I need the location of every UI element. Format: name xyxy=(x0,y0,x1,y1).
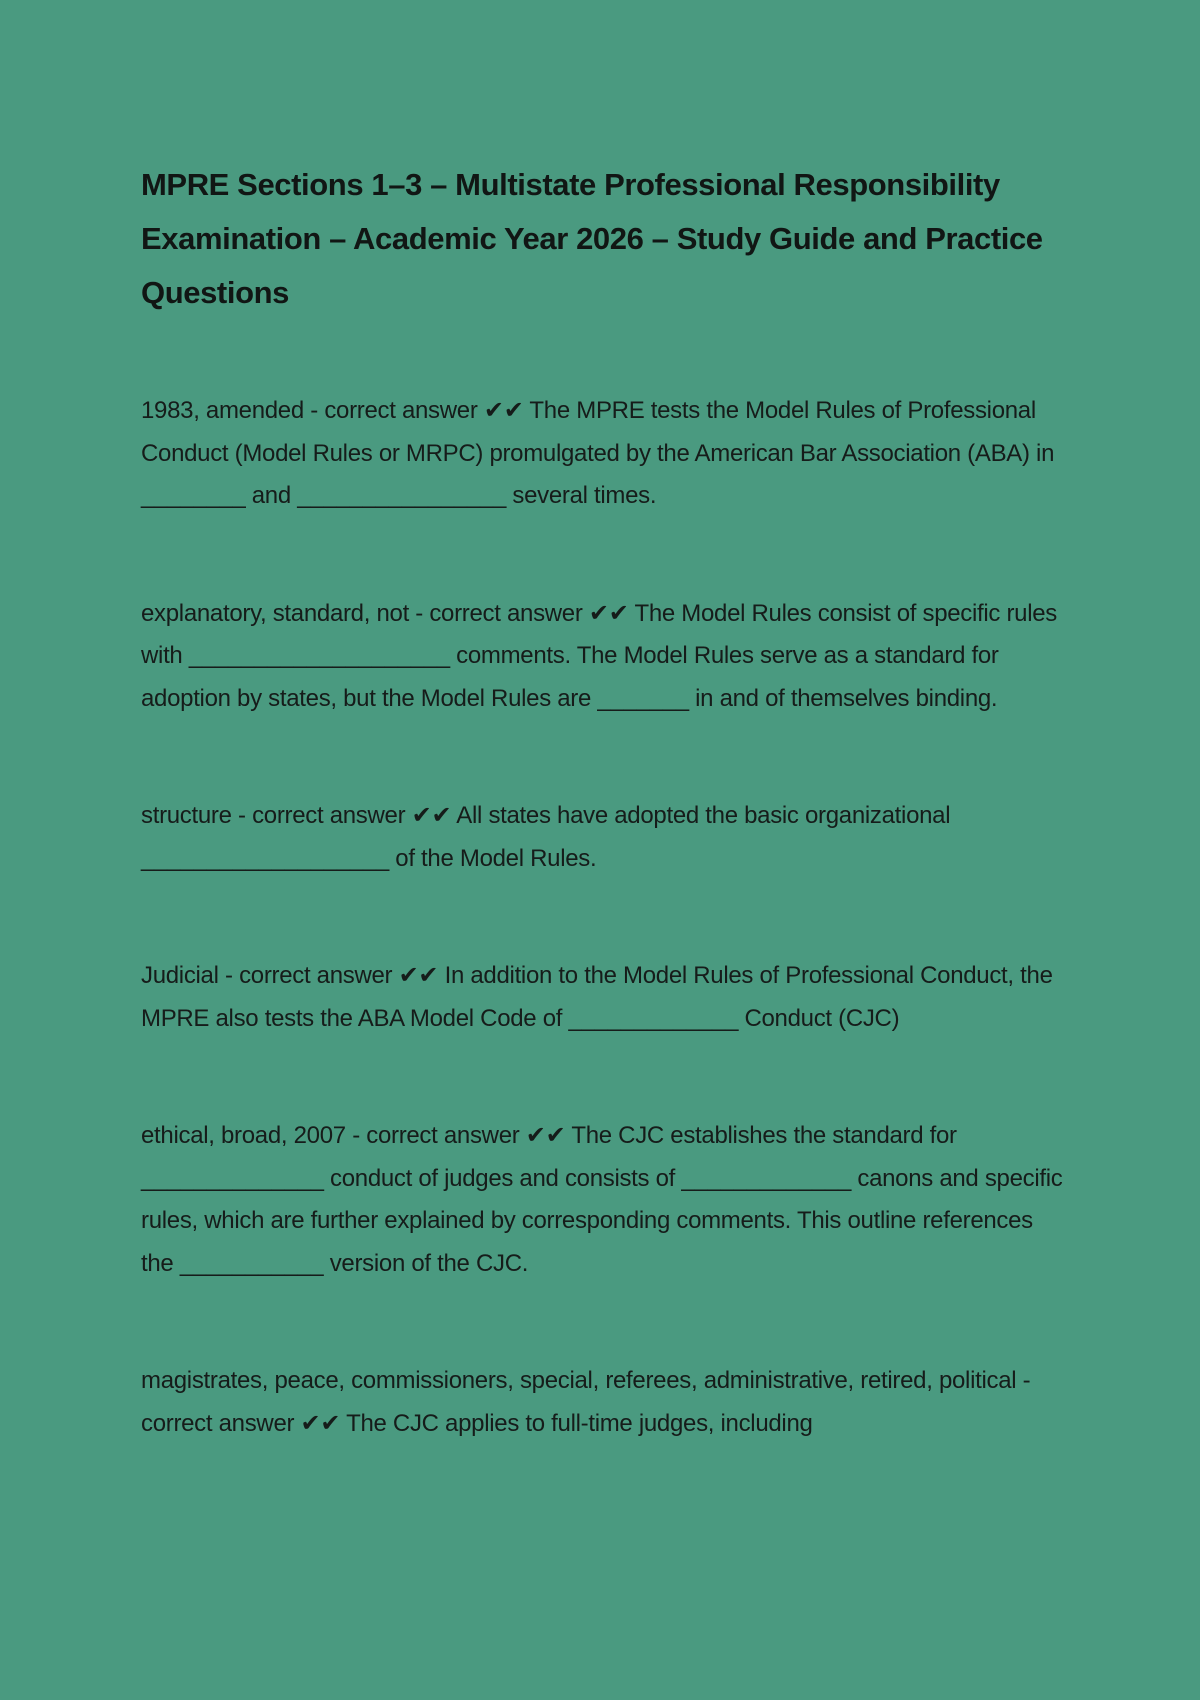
qa-entry-4: Judicial - correct answer ✔✔ In addition to the Model Rules of Professional Conduct, the MPRE also tests the ABA Model Code of _____________ Conduct (CJC) xyxy=(141,962,1053,1032)
qa-entry-6: magistrates, peace, commissioners, special, referees, administrative, retired, political - correct answer ✔✔ The CJC applies to full-time judges, including xyxy=(141,1367,1031,1437)
qa-entry-5: ethical, broad, 2007 - correct answer ✔✔ The CJC establishes the standard for ______________ conduct of judges and consists of _____________ canons and specific rules, which are further explained by corresponding comments. This outline references the ___________ version of the CJC. xyxy=(141,1122,1063,1277)
document-title: MPRE Sections 1–3 – Multistate Professional Responsibility Examination – Academic Year 2026 – Study Guide and Practice Questions xyxy=(141,167,1043,310)
qa-entry-2: explanatory, standard, not - correct answer ✔✔ The Model Rules consist of specific rules with ____________________ comments. The Model Rules serve as a standard for adoption by states, but the Model Rules are _______ in and of themselves binding. xyxy=(141,599,1058,712)
qa-entry-1: 1983, amended - correct answer ✔✔ The MPRE tests the Model Rules of Professional Conduct (Model Rules or MRPC) promulgated by the American Bar Association (ABA) in ________ and ________________ several times. xyxy=(141,397,1055,509)
qa-entry-3: structure - correct answer ✔✔ All states have adopted the basic organizational ___________________ of the Model Rules. xyxy=(141,802,951,872)
